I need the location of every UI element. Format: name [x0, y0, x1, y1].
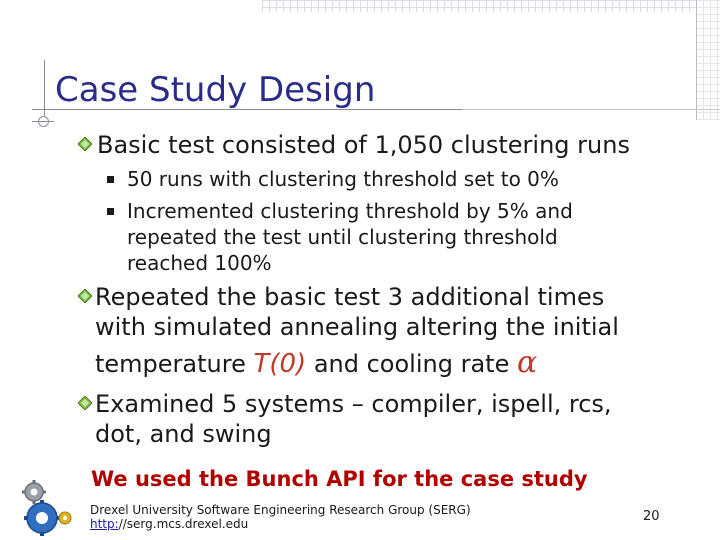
- cooling-rate-text: and cooling rate: [306, 350, 517, 378]
- bullet-line-temperature: [95, 345, 619, 380]
- footer-url[interactable]: [90, 517, 471, 531]
- bullet-repeated-test: [95, 282, 619, 379]
- bullet-line: with simulated annealing altering the initial: [95, 313, 619, 341]
- footer-org: Drexel University Software Engineering Research Group (SERG): [90, 503, 471, 517]
- bullet-examined-systems: [95, 389, 612, 449]
- square-bullet-icon: [107, 208, 114, 215]
- square-bullet-icon: [107, 176, 114, 183]
- serg-logo-icon: [10, 478, 80, 538]
- title-underline-light: [462, 109, 720, 110]
- bullet-line: Repeated the basic test 3 additional times: [95, 283, 605, 311]
- footer-link[interactable]: http:: [90, 517, 119, 531]
- sub-bullet-line: repeated the test until clustering threshold: [127, 225, 558, 249]
- sub-bullet-line: reached 100%: [127, 251, 272, 275]
- header-grid-pattern: [262, 0, 720, 12]
- footer: [90, 503, 471, 531]
- t0-symbol: T(0): [253, 349, 307, 379]
- header-vertical-rule: [696, 0, 697, 120]
- sub-bullet-line: Incremented clustering threshold by 5% and: [127, 199, 573, 223]
- bullet-line: dot, and swing: [95, 420, 272, 448]
- callout-bunch-api: We used the Bunch API for the case study: [91, 467, 588, 491]
- diamond-bullet-icon: [78, 396, 92, 410]
- bullet-line: Examined 5 systems – compiler, ispell, rcs,: [95, 390, 612, 418]
- sub-bullet-50-runs: 50 runs with clustering threshold set to 0%: [127, 167, 559, 191]
- sub-bullet-incremented: [127, 198, 573, 276]
- temperature-text: temperature: [95, 350, 254, 378]
- slide-title: Case Study Design: [55, 70, 376, 110]
- title-tick-ornament: [32, 121, 54, 122]
- bullet-basic-test: Basic test consisted of 1,050 clustering runs: [97, 131, 630, 159]
- footer-url-rest[interactable]: //serg.mcs.drexel.edu: [118, 517, 249, 531]
- diamond-bullet-icon: [78, 289, 92, 303]
- page-number: 20: [643, 509, 660, 524]
- alpha-symbol: α: [516, 345, 538, 380]
- side-grid-pattern: [696, 0, 720, 120]
- title-vertical-rule: [44, 60, 45, 116]
- diamond-bullet-icon: [78, 137, 92, 151]
